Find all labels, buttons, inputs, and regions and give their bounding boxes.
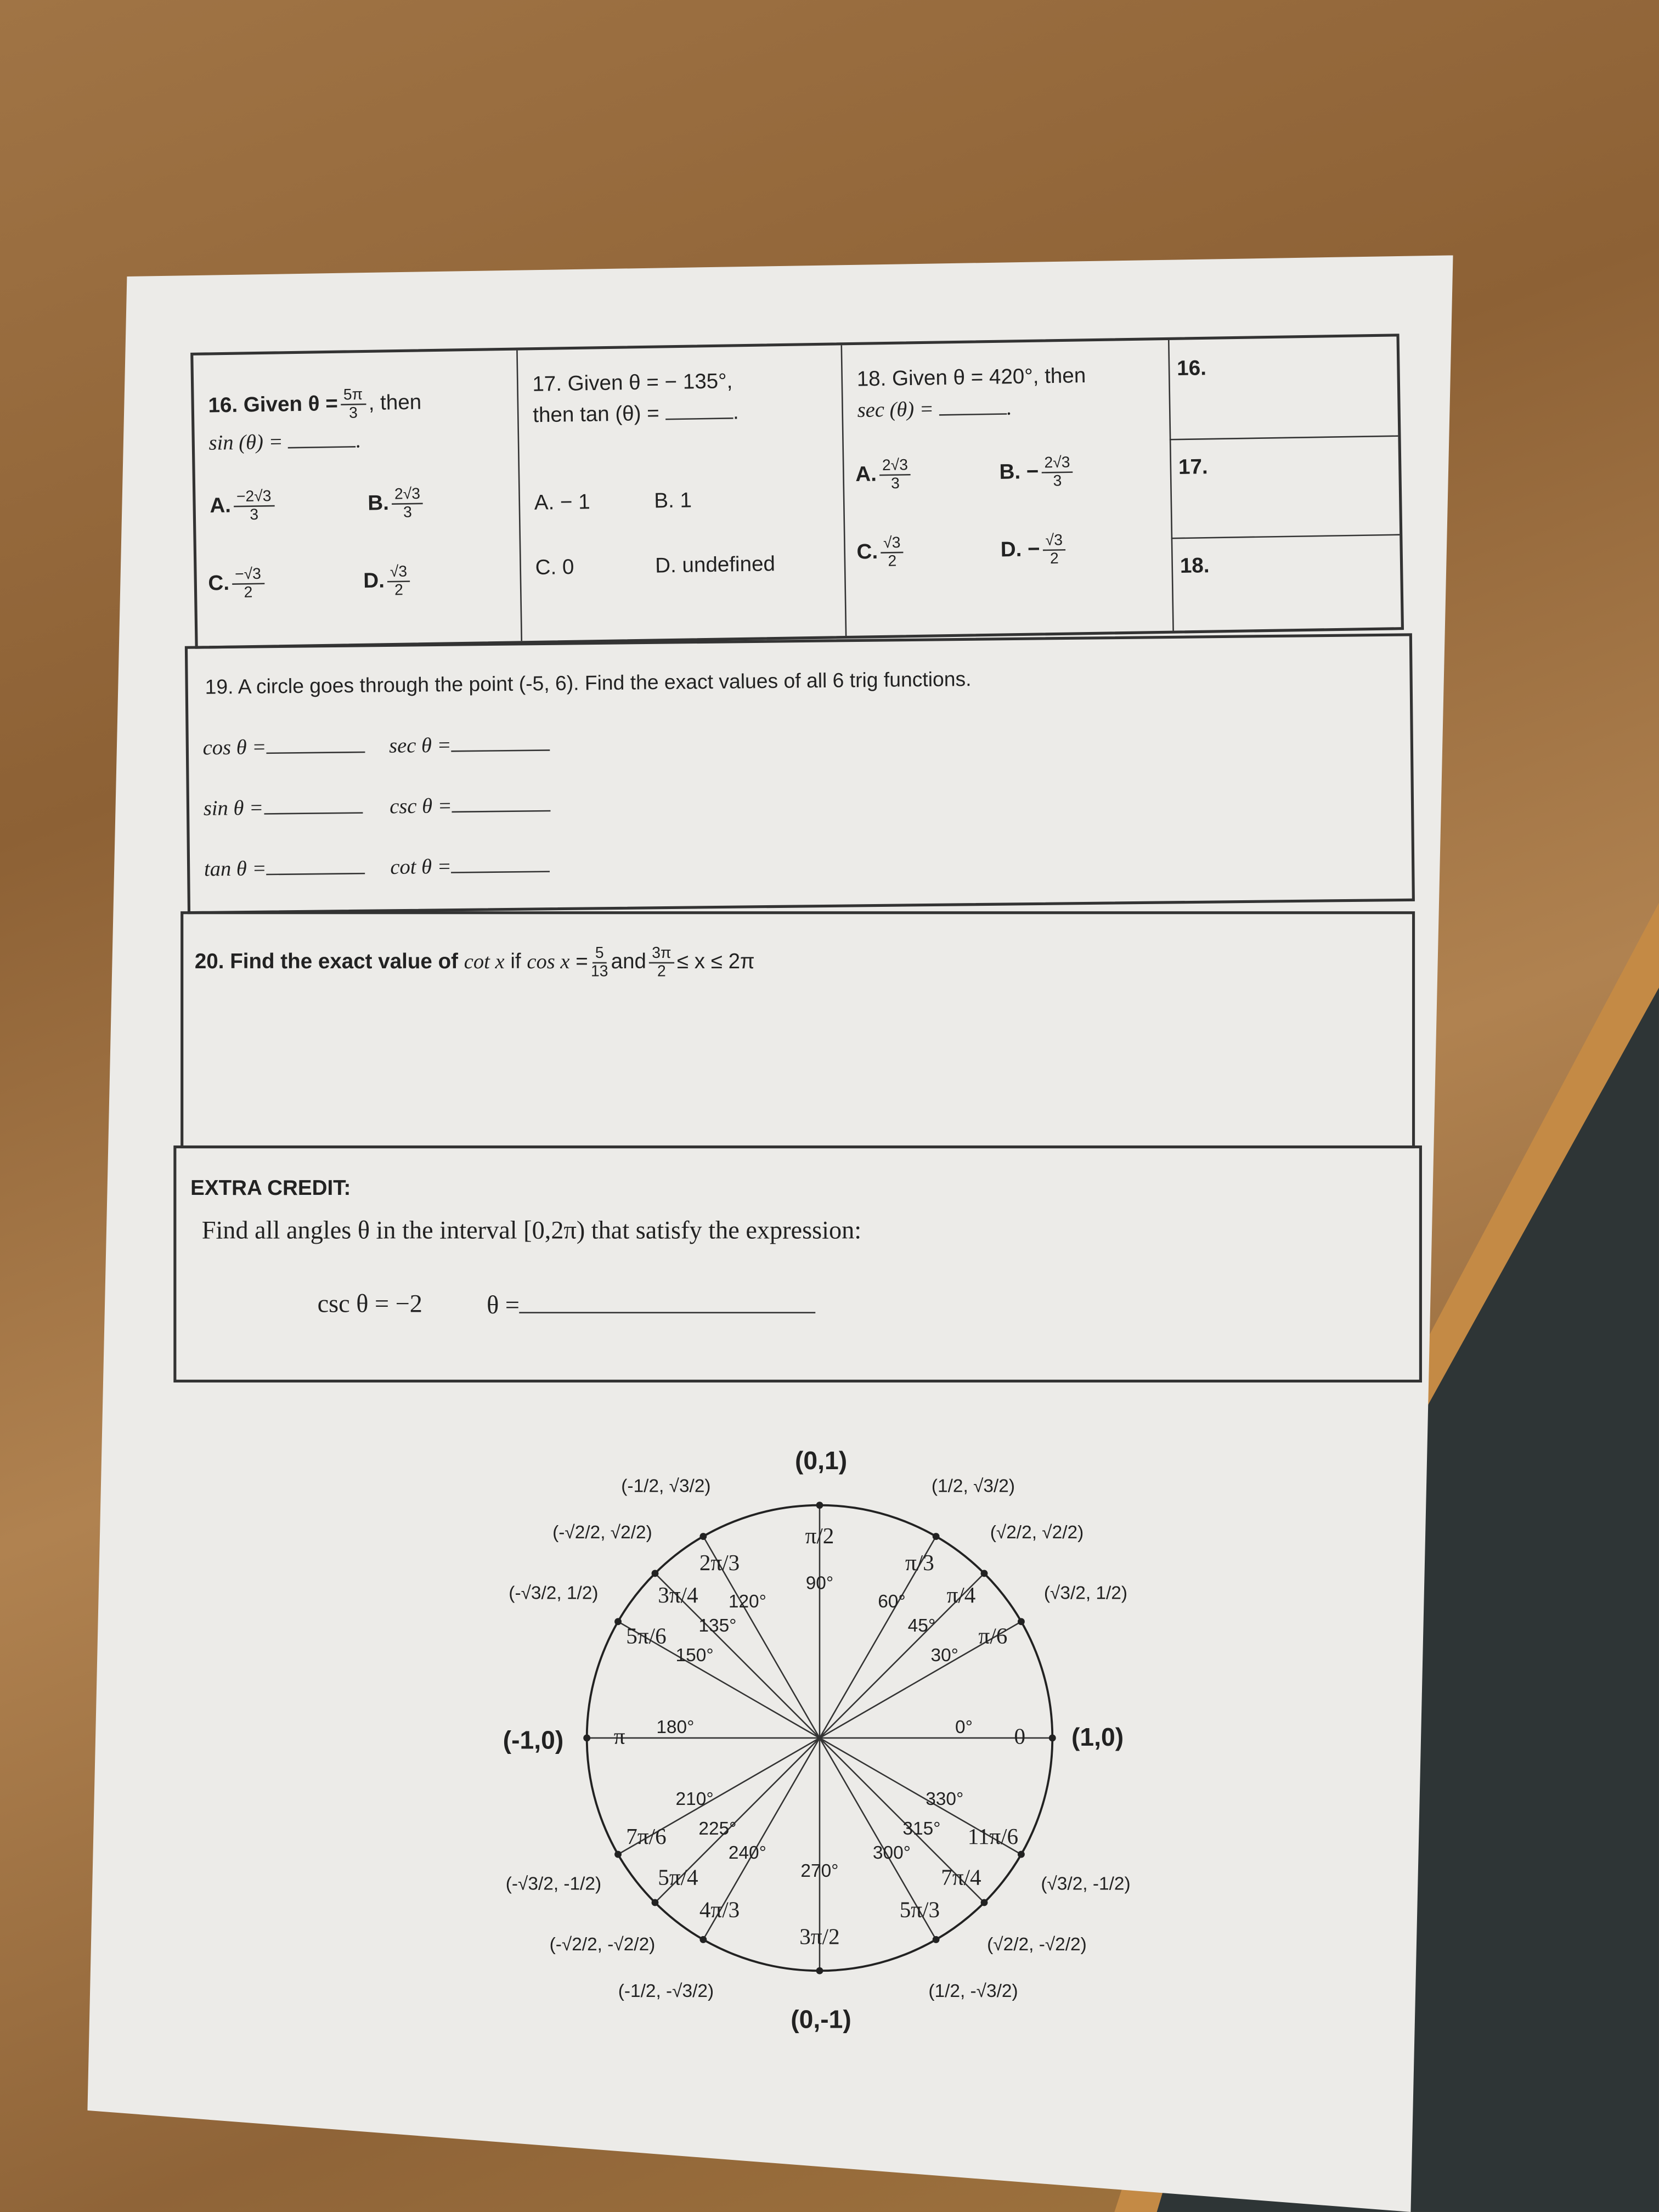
num: 5 (592, 945, 607, 963)
radian-label: 7π/4 (941, 1866, 981, 1891)
degree-label: 45° (907, 1614, 936, 1635)
num: √3 (1042, 532, 1065, 551)
option-label: B. − (999, 460, 1039, 485)
radian-label: 3π/4 (658, 1583, 698, 1608)
radian-label: 5π/4 (658, 1866, 698, 1891)
radian-label: π/6 (978, 1625, 1008, 1650)
q16-sin: sin (θ) = (208, 431, 283, 456)
q19-prompt: 19. A circle goes through the point (-5, 6). Find the exact values of all 6 trig functions. (205, 669, 972, 700)
angle-point (933, 1533, 940, 1540)
q19-field-label: sin θ = (203, 797, 264, 821)
angle-point (652, 1899, 659, 1906)
coord-top: (0,1) (794, 1446, 848, 1475)
coord-bottom: (0,-1) (791, 2005, 851, 2034)
degree-label: 315° (902, 1818, 941, 1839)
angle-point (652, 1570, 659, 1577)
degree-label: 240° (728, 1841, 767, 1863)
degree-label: 30° (930, 1644, 959, 1666)
q18-line2: sec (θ) = . (857, 396, 1012, 424)
coordinate-label: (-1/2, √3/2) (621, 1475, 711, 1497)
num: 5π (340, 387, 365, 405)
degree-label: 180° (656, 1716, 695, 1737)
radian-label: π (613, 1725, 625, 1750)
option-label: C. (208, 571, 230, 596)
q20-if: if (510, 950, 521, 974)
q19-field-label: tan θ = (204, 858, 267, 882)
degree-label: 60° (878, 1591, 906, 1612)
q20-text: 20. Find the exact value of (194, 950, 459, 974)
q16-line2: sin (θ) = . (208, 429, 361, 457)
num: √3 (881, 535, 904, 554)
den: 2 (1049, 550, 1059, 568)
q17-tan: then tan (θ) = (532, 402, 660, 428)
degree-label: 120° (728, 1591, 767, 1612)
q17-option-b[interactable]: B. 1 (654, 488, 692, 514)
angle-point (614, 1618, 622, 1625)
coordinate-label: (√3/2, -1/2) (1041, 1872, 1131, 1894)
radian-label: 0 (1014, 1725, 1026, 1750)
den: 2 (244, 584, 253, 602)
angle-point (816, 1967, 823, 1974)
q20-and: and (611, 950, 646, 974)
angle-point (614, 1851, 622, 1858)
q17-option-c[interactable]: C. 0 (535, 555, 574, 580)
den: 3 (403, 504, 413, 522)
degree-label: 90° (805, 1572, 834, 1593)
angle-point (981, 1570, 988, 1577)
theta-label: θ = (487, 1290, 520, 1319)
q17-option-d[interactable]: D. undefined (654, 552, 776, 578)
num: √3 (387, 563, 410, 582)
coord-left: (-1,0) (503, 1726, 564, 1754)
q18-sec: sec (θ) = (857, 399, 934, 423)
num: 3π (649, 945, 674, 963)
num: 2√3 (1041, 454, 1073, 473)
angle-point (981, 1899, 988, 1906)
degree-label: 300° (872, 1841, 911, 1863)
coordinate-label: (√2/2, √2/2) (990, 1521, 1084, 1543)
angle-point (933, 1936, 940, 1943)
q20-range: ≤ x ≤ 2π (676, 950, 755, 974)
radian-label: 11π/6 (967, 1825, 1019, 1849)
coordinate-label: (-√2/2, -√2/2) (549, 1933, 656, 1955)
degree-label: 0° (955, 1716, 973, 1737)
den: 2 (657, 963, 666, 981)
q20-cos: cos x (527, 951, 570, 974)
answer-box-18[interactable]: 18. (1180, 554, 1210, 579)
den: 3 (890, 475, 900, 493)
radian-label: 2π/3 (699, 1551, 740, 1576)
degree-label: 150° (675, 1644, 714, 1666)
option-label: A. (210, 494, 232, 518)
angle-point (699, 1936, 707, 1943)
answer-box-16[interactable]: 16. (1176, 356, 1207, 381)
angle-point (816, 1502, 823, 1509)
option-label: D. (363, 569, 385, 594)
q17-option-a[interactable]: A. − 1 (534, 490, 590, 516)
q18-prompt: 18. Given θ = 420°, then (856, 364, 1086, 392)
q19-field-label: cos θ = (202, 737, 267, 760)
option-label: D. − (1000, 537, 1040, 562)
den: 2 (394, 582, 404, 600)
radian-label: 4π/3 (699, 1898, 740, 1923)
coord-right: (1,0) (1071, 1723, 1124, 1752)
q19-field-label: sec θ = (388, 735, 452, 759)
option-label: B. (368, 491, 390, 516)
num: −2√3 (234, 488, 274, 507)
degree-label: 210° (675, 1788, 714, 1810)
extra-credit-prompt: Find all angles θ in the interval [0,2π) that satisfy the expression: (201, 1216, 862, 1244)
degree-label: 330° (926, 1788, 964, 1810)
radian-label: 3π/2 (799, 1925, 840, 1950)
q17-prompt: 17. Given θ = − 135°, (532, 369, 733, 397)
q17-line2: then tan (θ) = . (532, 400, 740, 428)
coordinate-label: (-1/2, -√3/2) (618, 1979, 714, 2001)
radian-label: 7π/6 (626, 1825, 667, 1849)
radian-label: π/2 (805, 1525, 834, 1549)
den: 3 (250, 506, 259, 524)
den: 3 (1053, 473, 1062, 490)
coordinate-label: (1/2, -√3/2) (928, 1979, 1018, 2001)
radian-label: 5π/3 (899, 1898, 940, 1923)
degree-label: 270° (800, 1860, 839, 1882)
coordinate-label: (-√2/2, √2/2) (552, 1521, 652, 1543)
q20-cot: cot x (464, 951, 505, 974)
q19-field-label: csc θ = (390, 795, 452, 819)
coordinate-label: (√3/2, 1/2) (1043, 1582, 1128, 1604)
num: 2√3 (879, 457, 911, 476)
radian-label: 5π/6 (626, 1625, 667, 1650)
degree-label: 135° (698, 1614, 737, 1635)
coordinate-label: (-√3/2, -1/2) (505, 1872, 602, 1894)
extra-credit-title: EXTRA CREDIT: (190, 1176, 351, 1201)
option-label: A. (855, 462, 877, 487)
den: 2 (888, 553, 897, 571)
radian-label: π/4 (946, 1583, 976, 1608)
angle-point (1018, 1851, 1025, 1858)
q20-eq: = (575, 950, 588, 974)
coordinate-label: (-√3/2, 1/2) (509, 1582, 599, 1604)
num: −√3 (232, 566, 264, 585)
extra-credit-expression: csc θ = −2 (317, 1289, 422, 1318)
coordinate-label: (1/2, √3/2) (931, 1475, 1015, 1497)
angle-point (699, 1533, 707, 1540)
q16-label: 16. Given θ = (208, 392, 338, 418)
q19-field-label: cot θ = (390, 856, 452, 880)
answer-box-17[interactable]: 17. (1178, 455, 1209, 480)
den: 3 (348, 405, 358, 422)
radian-label: π/3 (905, 1551, 934, 1576)
option-label: C. (856, 540, 878, 565)
coordinate-label: (√2/2, -√2/2) (987, 1933, 1087, 1955)
q16-suffix: , then (368, 391, 422, 416)
angle-point (583, 1735, 590, 1742)
num: 2√3 (392, 486, 424, 505)
angle-point (1018, 1618, 1025, 1625)
angle-point (1049, 1735, 1056, 1742)
den: 13 (590, 963, 608, 981)
degree-label: 225° (698, 1818, 737, 1839)
